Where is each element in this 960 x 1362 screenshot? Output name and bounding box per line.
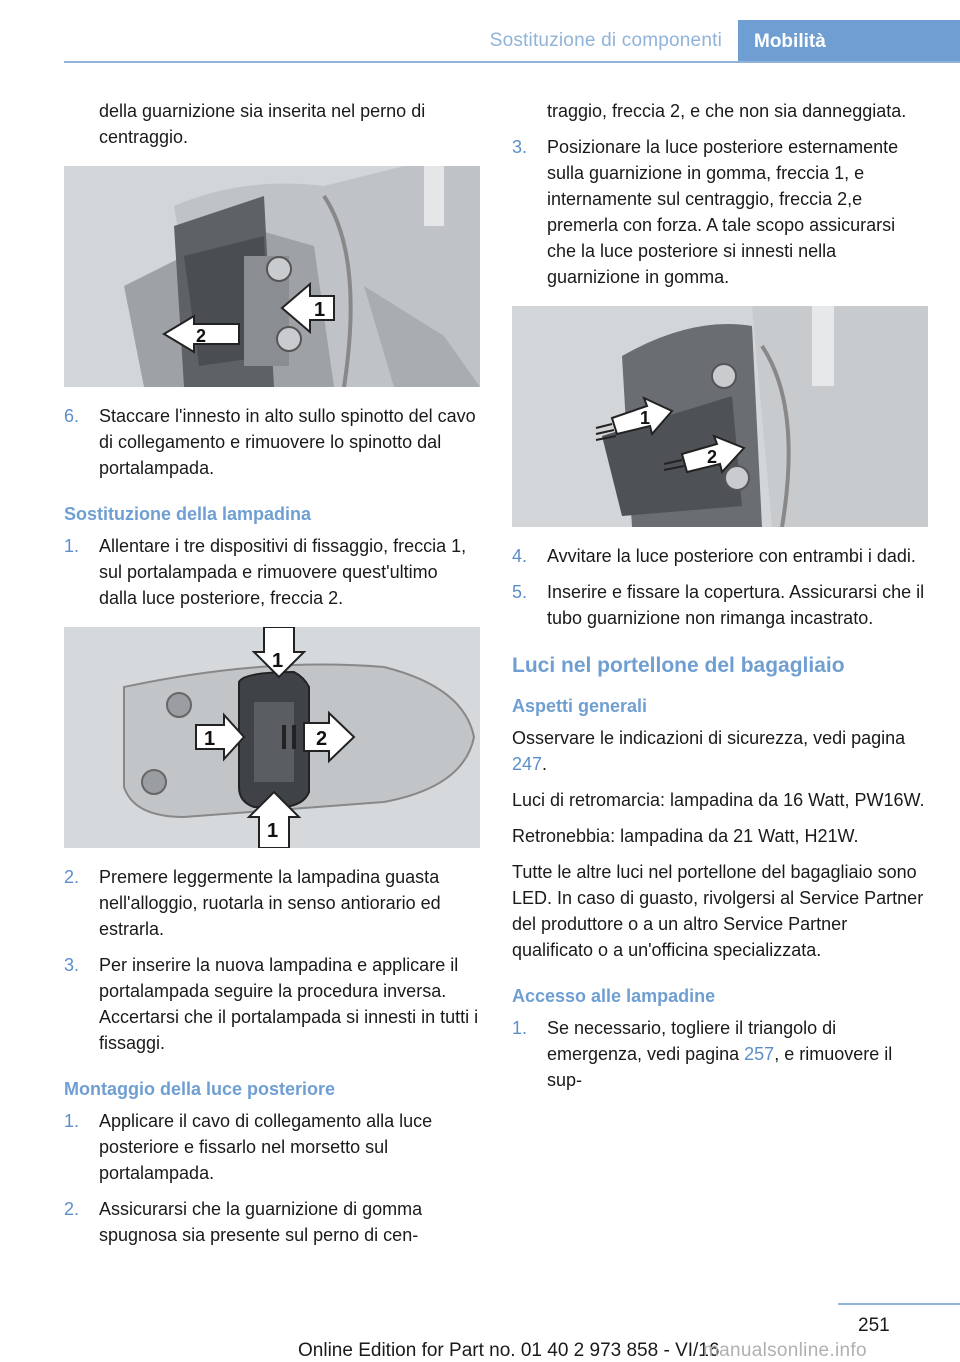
- safety-reference-text: Osservare le indicazioni di sicurezza, vedi pagina 247.: [512, 728, 906, 774]
- figure1-label-2: 2: [196, 326, 207, 346]
- right-column: [512, 98, 928, 1103]
- page-link-257[interactable]: 257: [744, 1044, 775, 1064]
- running-header-section: Sostituzione di componenti: [489, 30, 722, 51]
- figure-taillight-removal: [64, 166, 480, 387]
- list-number: 6.: [64, 406, 80, 426]
- subheading-mounting: Montaggio della luce posteriore: [64, 1079, 336, 1099]
- list-item: [512, 1015, 928, 1093]
- list-number: 5.: [512, 582, 528, 602]
- list-number: 3.: [64, 955, 80, 975]
- list-text: Applicare il cavo di collegamento alla luce posteriore e fissarlo nel morsetto sul portalampada.: [99, 1111, 433, 1183]
- subheading-bulb-replacement: Sostituzione della lampadina: [64, 504, 312, 524]
- figure3-label-2: 2: [707, 447, 718, 467]
- page-number: 251: [858, 1315, 890, 1336]
- list-text: Premere leggermente la lampadina guasta nell'alloggio, ruotarla in senso antiorario ed estrarla.: [99, 867, 441, 939]
- edition-note: Online Edition for Part no. 01 40 2 973 858 - VI/16: [298, 1340, 720, 1361]
- list-item: [64, 1108, 479, 1186]
- list-text: Avvitare la luce posteriore con entrambi i dadi.: [547, 546, 916, 566]
- list-number: 1.: [64, 536, 80, 556]
- list-item: [64, 403, 479, 481]
- subheading-general: Aspetti generali: [512, 696, 648, 716]
- figure1-label-1: 1: [314, 299, 326, 321]
- list-text: Se necessario, togliere il triangolo di emergenza, vedi pagina 257, e rimuovere il sup-: [547, 1018, 893, 1090]
- list-item: [512, 134, 928, 290]
- list-text: Staccare l'innesto in alto sullo spinotto del cavo di collegamento e rimuovere lo spinotto dal portalampada.: [99, 406, 476, 478]
- list-number: 1.: [64, 1111, 80, 1131]
- figure3-label-1: 1: [640, 408, 651, 428]
- list-text: Posizionare la luce posteriore esternamente sulla guarnizione in gomma, freccia 1, e internamente sul centraggio, freccia 2,e premerla con forza. A tale scopo assicurarsi che la luce posteriore si innesti nella guarnizione in gomma.: [547, 137, 899, 287]
- right-intro-text: traggio, freccia 2, e che non sia danneggiata.: [547, 101, 907, 121]
- watermark: manualsonline.info: [703, 1340, 867, 1361]
- chapter-tab: Mobilità: [738, 20, 960, 63]
- figure2-label-right: 2: [316, 728, 328, 750]
- left-intro-text: della guarnizione sia inserita nel perno di centraggio.: [99, 101, 426, 147]
- list-item: [512, 543, 928, 569]
- list-number: 2.: [64, 867, 80, 887]
- figure-bulb-holder: [64, 627, 480, 848]
- list-item: [64, 533, 479, 611]
- subheading-bulb-access: Accesso alle lampadine: [512, 986, 716, 1006]
- list-text: Allentare i tre dispositivi di fissaggio, freccia 1, sul portalampada e rimuovere quest'ultimo dalla luce posteriore, freccia 2.: [99, 536, 467, 608]
- list-number: 1.: [512, 1018, 528, 1038]
- list-item: [512, 579, 928, 631]
- list-item: [64, 1196, 479, 1248]
- header-rule: [64, 61, 960, 63]
- figure2-label-top: 1: [272, 650, 284, 672]
- footer-rule: [838, 1303, 960, 1305]
- reverse-lights-text: Luci di retromarcia: lampadina da 16 Watt, PW16W.: [512, 790, 925, 810]
- list-number: 2.: [64, 1199, 80, 1219]
- fog-light-text: Retronebbia: lampadina da 21 Watt, H21W.: [512, 826, 859, 846]
- figure-taillight-install: [512, 306, 928, 527]
- list-text: Assicurarsi che la guarnizione di gomma spugnosa sia presente sul perno di cen-: [99, 1199, 423, 1245]
- list-item: [64, 952, 479, 1056]
- section-heading-tailgate-lights: Luci nel portellone del bagagliaio: [512, 654, 845, 677]
- list-item: [64, 864, 479, 942]
- list-number: 4.: [512, 546, 528, 566]
- list-text: Inserire e fissare la copertura. Assicurarsi che il tubo guarnizione non rimanga incastrato.: [547, 582, 925, 628]
- figure2-label-left: 1: [204, 728, 216, 750]
- figure2-label-bottom: 1: [267, 820, 279, 842]
- list-text: Per inserire la nuova lampadina e applicare il portalampada seguire la procedura inversa. Accertarsi che il portalampada si innesti in tutti i fissaggi.: [99, 955, 479, 1053]
- list-number: 3.: [512, 137, 528, 157]
- led-info-text: Tutte le altre luci nel portellone del bagagliaio sono LED. In caso di guasto, rivolgersi al Service Partner del produttore o a un altro Service Partner qualificato o a un'officina specializzata.: [512, 862, 924, 960]
- page-link-247[interactable]: 247: [512, 754, 543, 774]
- left-column: [64, 98, 479, 1258]
